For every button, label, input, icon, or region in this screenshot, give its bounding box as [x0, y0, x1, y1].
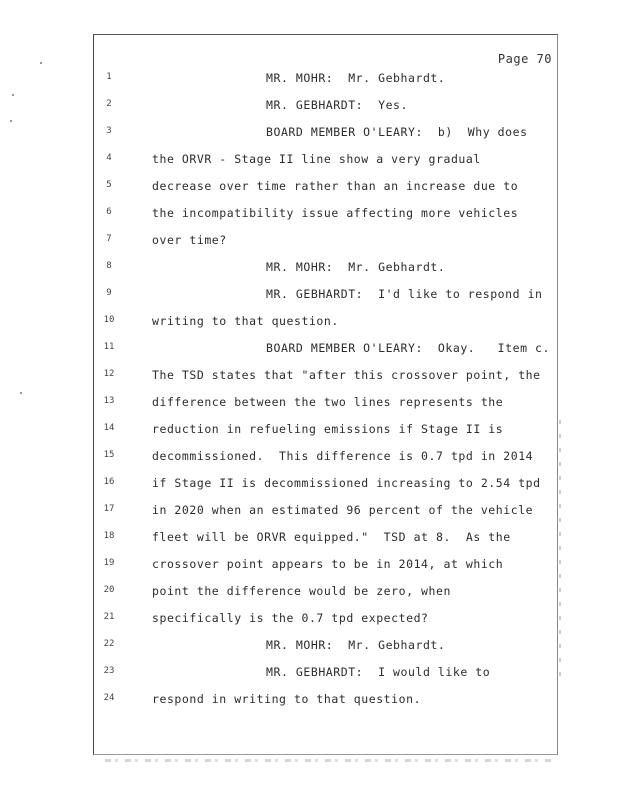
transcript-line: MR. GEBHARDT: I would like to — [266, 665, 491, 679]
scan-speck — [12, 94, 14, 96]
line-number: 3 — [106, 126, 112, 136]
line-number: 10 — [103, 315, 115, 325]
scan-bottom-smudge — [105, 759, 553, 762]
transcript-line: the incompatibility issue affecting more vehicles — [152, 206, 519, 220]
transcript-line: if Stage II is decommissioned increasing to 2.54 tpd — [152, 476, 541, 490]
line-number: 5 — [106, 180, 112, 190]
line-number: 14 — [103, 423, 115, 433]
transcript-line: MR. MOHR: Mr. Gebhardt. — [266, 638, 446, 652]
line-number: 1 — [106, 72, 112, 82]
transcript-line: specifically is the 0.7 tpd expected? — [152, 611, 429, 625]
transcript-line: BOARD MEMBER O'LEARY: Okay. Item c. — [266, 341, 550, 355]
transcript-line: difference between the two lines represents the — [152, 395, 504, 409]
scan-speck — [40, 62, 42, 64]
line-number: 6 — [106, 207, 112, 217]
transcript-line: The TSD states that "after this crossover point, the — [152, 368, 541, 382]
line-number: 16 — [103, 477, 115, 487]
scan-edge-marks — [559, 420, 561, 680]
line-number: 22 — [103, 639, 115, 649]
line-number: 7 — [106, 234, 112, 244]
line-number: 13 — [103, 396, 115, 406]
transcript-line: decommissioned. This difference is 0.7 tpd in 2014 — [152, 449, 534, 463]
line-number: 19 — [103, 558, 115, 568]
line-number: 2 — [106, 99, 112, 109]
line-number: 17 — [103, 504, 115, 514]
transcript-line: writing to that question. — [152, 314, 339, 328]
line-number: 12 — [103, 369, 115, 379]
transcript-line: MR. MOHR: Mr. Gebhardt. — [266, 260, 446, 274]
line-number: 23 — [103, 666, 115, 676]
transcript-line: the ORVR - Stage II line show a very gradual — [152, 152, 481, 166]
scan-speck — [10, 120, 12, 122]
transcript-line: fleet will be ORVR equipped." TSD at 8. As the — [152, 530, 511, 544]
page-number: Page 70 — [497, 52, 552, 66]
line-number: 15 — [103, 450, 115, 460]
transcript-line: over time? — [152, 233, 227, 247]
line-number: 20 — [103, 585, 115, 595]
line-number: 18 — [103, 531, 115, 541]
scan-speck — [20, 392, 22, 394]
line-number: 11 — [103, 342, 115, 352]
line-number: 9 — [106, 288, 112, 298]
line-number: 4 — [106, 153, 112, 163]
transcript-line: crossover point appears to be in 2014, at which — [152, 557, 504, 571]
transcript-line: MR. GEBHARDT: Yes. — [266, 98, 408, 112]
transcript-line: point the difference would be zero, when — [152, 584, 451, 598]
transcript-line: MR. MOHR: Mr. Gebhardt. — [266, 71, 446, 85]
transcript-line: reduction in refueling emissions if Stage II is — [152, 422, 504, 436]
transcript-line: BOARD MEMBER O'LEARY: b) Why does — [266, 125, 528, 139]
line-number: 21 — [103, 612, 115, 622]
transcript-line: decrease over time rather than an increase due to — [152, 179, 519, 193]
transcript-line: in 2020 when an estimated 96 percent of the vehicle — [152, 503, 534, 517]
line-number: 24 — [103, 693, 115, 703]
line-number: 8 — [106, 261, 112, 271]
transcript-line: respond in writing to that question. — [152, 692, 422, 706]
transcript-line: MR. GEBHARDT: I'd like to respond in — [266, 287, 543, 301]
